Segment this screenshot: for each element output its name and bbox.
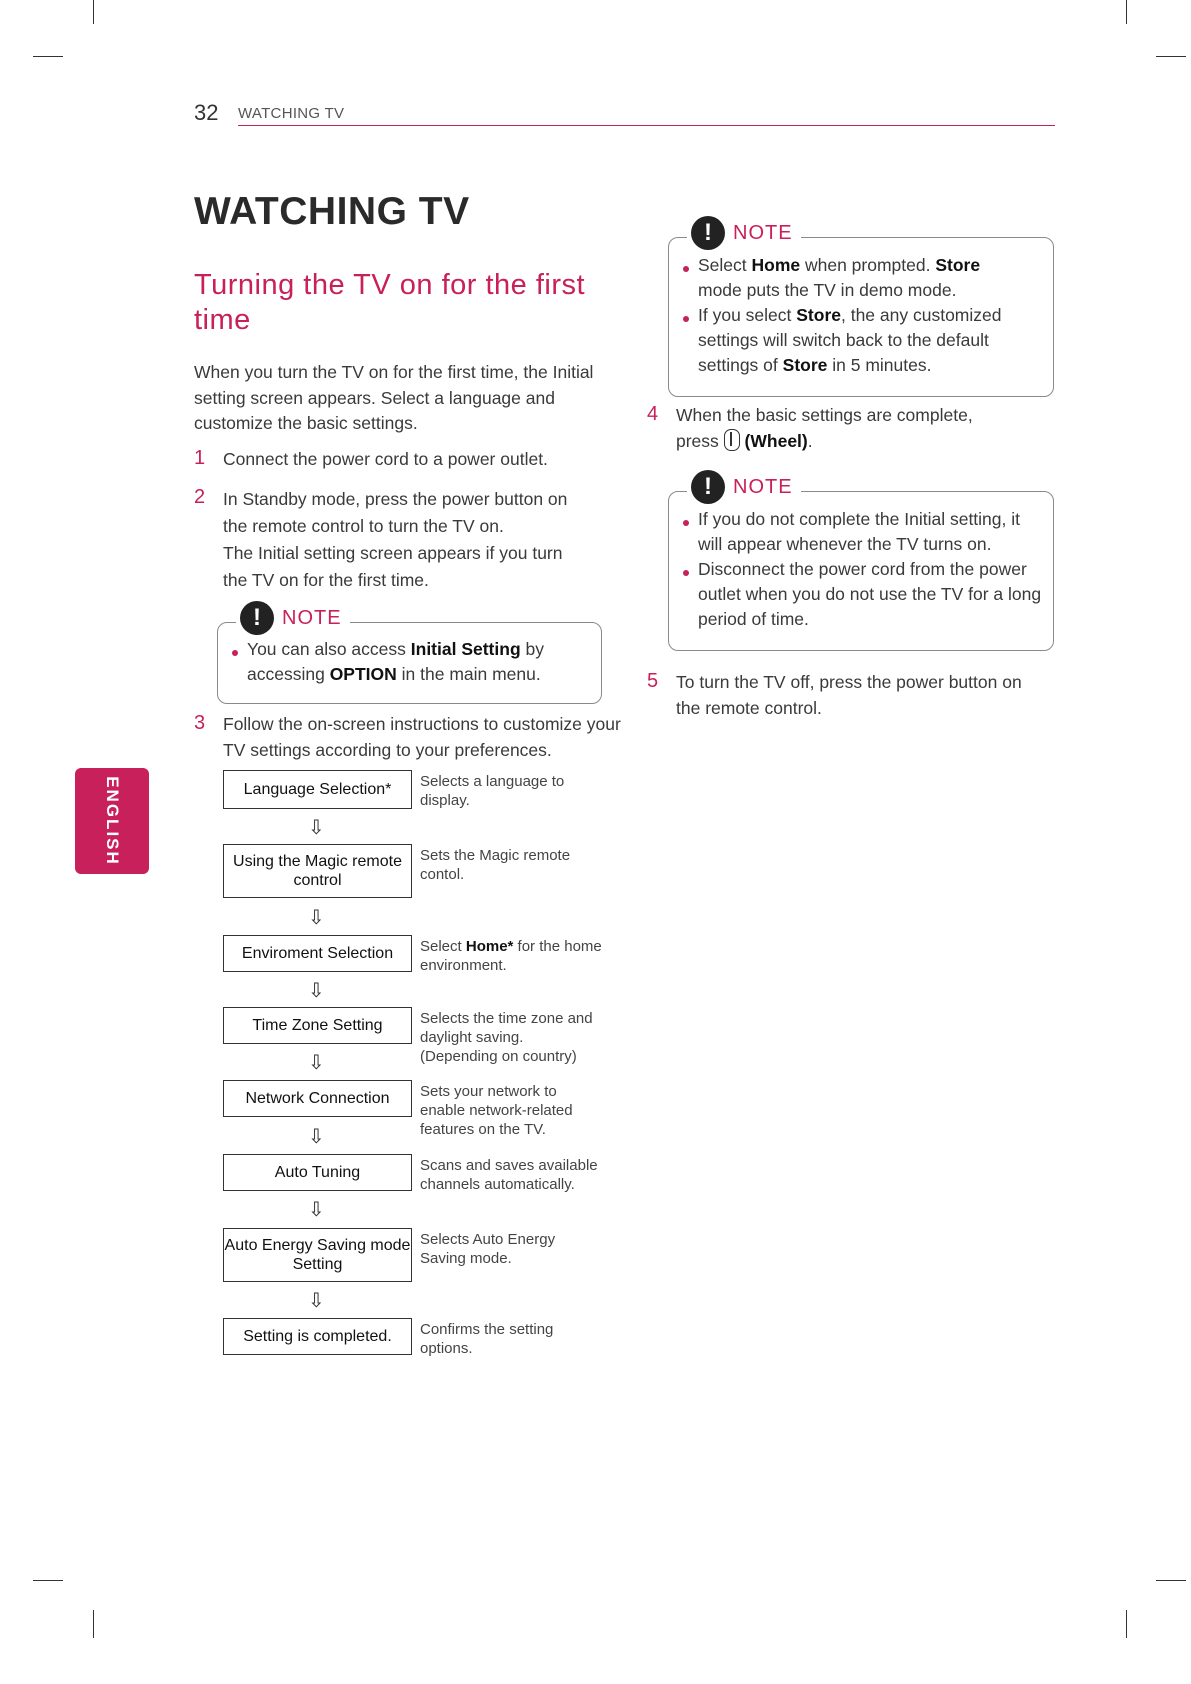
note-label: NOTE: [733, 475, 793, 498]
note-box: [217, 604, 602, 704]
step-text: Connect the power cord to a power outlet.: [223, 449, 548, 469]
exclamation-icon: !: [691, 216, 725, 250]
note-text: Disconnect the power cord from the power outlet when you do not use the TV for a long period of time.: [698, 559, 1042, 629]
note-label: NOTE: [282, 606, 342, 629]
note-text: If you do not complete the Initial setting, it will appear whenever the TV turns on.: [698, 509, 1020, 554]
down-arrow-icon: ⇩: [308, 1126, 325, 1148]
flow-box: Network Connection: [223, 1080, 412, 1117]
note-box: [668, 473, 1054, 651]
flow-description: Scans and saves available channels automatically.: [420, 1157, 598, 1193]
flow-description: Sets your network to enable network-related features on the TV.: [420, 1083, 573, 1138]
flow-description: Confirms the setting options.: [420, 1321, 554, 1357]
flow-description: Selects Auto Energy Saving mode.: [420, 1231, 556, 1267]
flow-box: Language Selection*: [223, 770, 412, 809]
step-line: The Initial setting screen appears if you turn: [223, 543, 563, 563]
bullet-dot: [232, 650, 238, 656]
crop-mark: [1126, 1610, 1127, 1638]
note-text: If you select Store, the any customized settings will switch back to the default settings of Store in 5 minutes.: [698, 305, 1002, 375]
down-arrow-icon: ⇩: [308, 907, 325, 929]
step-number: 1: [194, 447, 206, 469]
down-arrow-icon: ⇩: [308, 1199, 325, 1221]
down-arrow-icon: ⇩: [308, 817, 325, 839]
down-arrow-icon: ⇩: [308, 1052, 325, 1074]
step-number: 4: [647, 403, 659, 425]
step-number: 5: [647, 670, 659, 692]
down-arrow-icon: ⇩: [308, 1290, 325, 1312]
step-text: [676, 403, 1036, 454]
flow-box: Auto Tuning: [223, 1154, 412, 1191]
note-label: NOTE: [733, 221, 793, 244]
crop-mark: [1156, 56, 1186, 57]
flow-description: Sets the Magic remote contol.: [420, 847, 571, 883]
language-tab-label: ENGLISH: [103, 776, 122, 866]
flow-box: Using the Magic remote control: [223, 844, 412, 898]
language-tab: [75, 768, 149, 874]
step-line: the TV on for the first time.: [223, 570, 429, 590]
flow-box: Setting is completed.: [223, 1318, 412, 1355]
exclamation-icon: !: [240, 601, 274, 635]
crop-mark: [33, 1580, 63, 1581]
bullet-dot: [683, 570, 689, 576]
bullet-dot: [683, 316, 689, 322]
step-text: To turn the TV off, press the power button on the remote control.: [676, 672, 1022, 718]
step-number: 2: [194, 486, 206, 508]
step-line: When the basic settings are complete,: [676, 405, 973, 425]
flow-box: Auto Energy Saving mode Setting: [223, 1228, 412, 1282]
note-header: [687, 216, 801, 250]
note-header: [687, 470, 801, 504]
crop-mark: [1156, 1580, 1186, 1581]
intro-paragraph: When you turn the TV on for the first time, the Initial setting screen appears. Select a language and customize the basic settings.: [194, 362, 594, 433]
crop-mark: [93, 0, 94, 24]
step-text: [223, 486, 623, 594]
step-number: 3: [194, 712, 206, 734]
flow-description: Selects a language to display.: [420, 773, 565, 809]
flow-box: Time Zone Setting: [223, 1007, 412, 1044]
down-arrow-icon: ⇩: [308, 980, 325, 1002]
page-number: 32: [194, 100, 219, 125]
page-title: WATCHING TV: [194, 190, 470, 233]
note-header: [236, 601, 350, 635]
flow-description: Select Home* for the home environment.: [420, 938, 602, 974]
note-text: You can also access Initial Setting by accessing OPTION in the main menu.: [247, 639, 544, 684]
step-line: the remote control to turn the TV on.: [223, 516, 504, 536]
section-subtitle: Turning the TV on for the first time: [194, 269, 586, 336]
wheel-icon: [724, 429, 740, 451]
flow-box: Enviroment Selection: [223, 935, 412, 972]
header-rule: [238, 125, 1055, 126]
bullet-dot: [683, 266, 689, 272]
crop-mark: [33, 56, 63, 57]
exclamation-icon: !: [691, 470, 725, 504]
step-line: In Standby mode, press the power button on: [223, 489, 568, 509]
section-header: WATCHING TV: [238, 105, 345, 122]
note-box: [668, 219, 1054, 397]
step-line: press (Wheel).: [676, 430, 813, 451]
crop-mark: [1126, 0, 1127, 24]
crop-mark: [93, 1610, 94, 1638]
bullet-dot: [683, 520, 689, 526]
step-text: Follow the on-screen instructions to customize your TV settings according to your preferences.: [223, 714, 621, 760]
flow-description: Selects the time zone and daylight saving. (Depending on country): [420, 1010, 593, 1065]
note-text: Select Home when prompted. Store mode puts the TV in demo mode.: [698, 255, 981, 300]
